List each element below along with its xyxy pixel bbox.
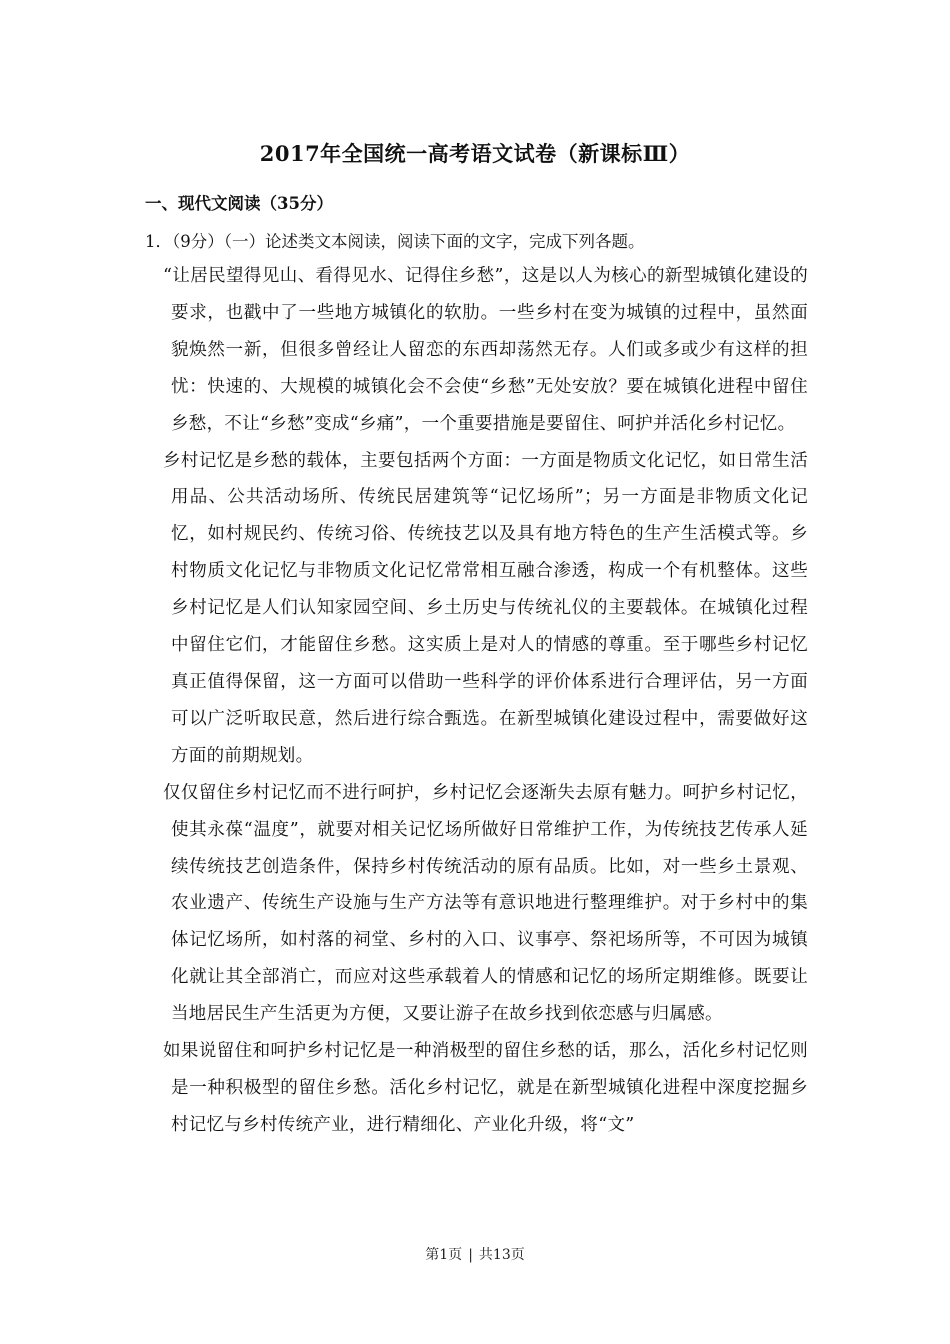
reading-passage <box>163 258 808 1144</box>
question-intro: 1．（9分）（一）论述类文本阅读，阅读下面的文字，完成下列各题。 <box>145 232 645 251</box>
page-footer <box>0 1244 950 1264</box>
section-heading: 一、现代文阅读（35分） <box>145 194 333 213</box>
page-number-total: 共13页 <box>478 1247 525 1263</box>
page-number-current: 第1页 <box>425 1247 463 1263</box>
passage-paragraph: 仅仅留住乡村记忆而不进行呵护，乡村记忆会逐渐失去原有魅力。呵护乡村记忆，使其永葆“温度”，就要对相关记忆场所做好日常维护工作，为传统技艺传承人延续传统技艺创造条件，保持乡村传统活动的原有品质。比如，对一些乡土景观、农业遗产、传统生产设施与生产方法等有意识地进行整理维护。对于乡村中的集体记忆场所，如村落的祠堂、乡村的入口、议事亭、祭祀场所等，不可因为城镇化就让其全部消亡，而应对这些承载着人的情感和记忆的场所定期维修。既要让当地居民生产生活更为方便，又要让游子在故乡找到依恋感与归属感。 <box>163 782 808 1025</box>
passage-paragraph: “让居民望得见山、看得见水、记得住乡愁”，这是以人为核心的新型城镇化建设的要求，也戳中了一些地方城镇化的软肋。一些乡村在变为城镇的过程中，虽然面貌焕然一新，但很多曾经让人留恋的东西却荡然无存。人们或多或少有这样的担忧：快速的、大规模的城镇化会不会使“乡愁”无处安放？要在城镇化进程中留住乡愁，不让“乡愁”变成“乡痛”，一个重要措施是要留住、呵护并活化乡村记忆。 <box>163 266 808 434</box>
passage-paragraph: 如果说留住和呵护乡村记忆是一种消极型的留住乡愁的话，那么，活化乡村记忆则是一种积极型的留住乡愁。活化乡村记忆，就是在新型城镇化进程中深度挖掘乡村记忆与乡村传统产业，进行精细化、产业化升级，将“文” <box>163 1041 808 1135</box>
passage-paragraph: 乡村记忆是乡愁的载体，主要包括两个方面：一方面是物质文化记忆，如日常生活用品、公共活动场所、传统民居建筑等“记忆场所”；另一方面是非物质文化记忆，如村规民约、传统习俗、传统技艺以及具有地方特色的生产生活模式等。乡村物质文化记忆与非物质文化记忆常常相互融合渗透，构成一个有机整体。这些乡村记忆是人们认知家园空间、乡土历史与传统礼仪的主要载体。在城镇化过程中留住它们，才能留住乡愁。这实质上是对人的情感的尊重。至于哪些乡村记忆真正值得保留，这一方面可以借助一些科学的评价体系进行合理评估，另一方面可以广泛听取民意，然后进行综合甄选。在新型城镇化建设过程中，需要做好这方面的前期规划。 <box>163 450 808 766</box>
document-title: 2017年全国统一高考语文试卷（新课标Ⅲ） <box>259 141 691 166</box>
page-number-separator: | <box>468 1247 473 1263</box>
